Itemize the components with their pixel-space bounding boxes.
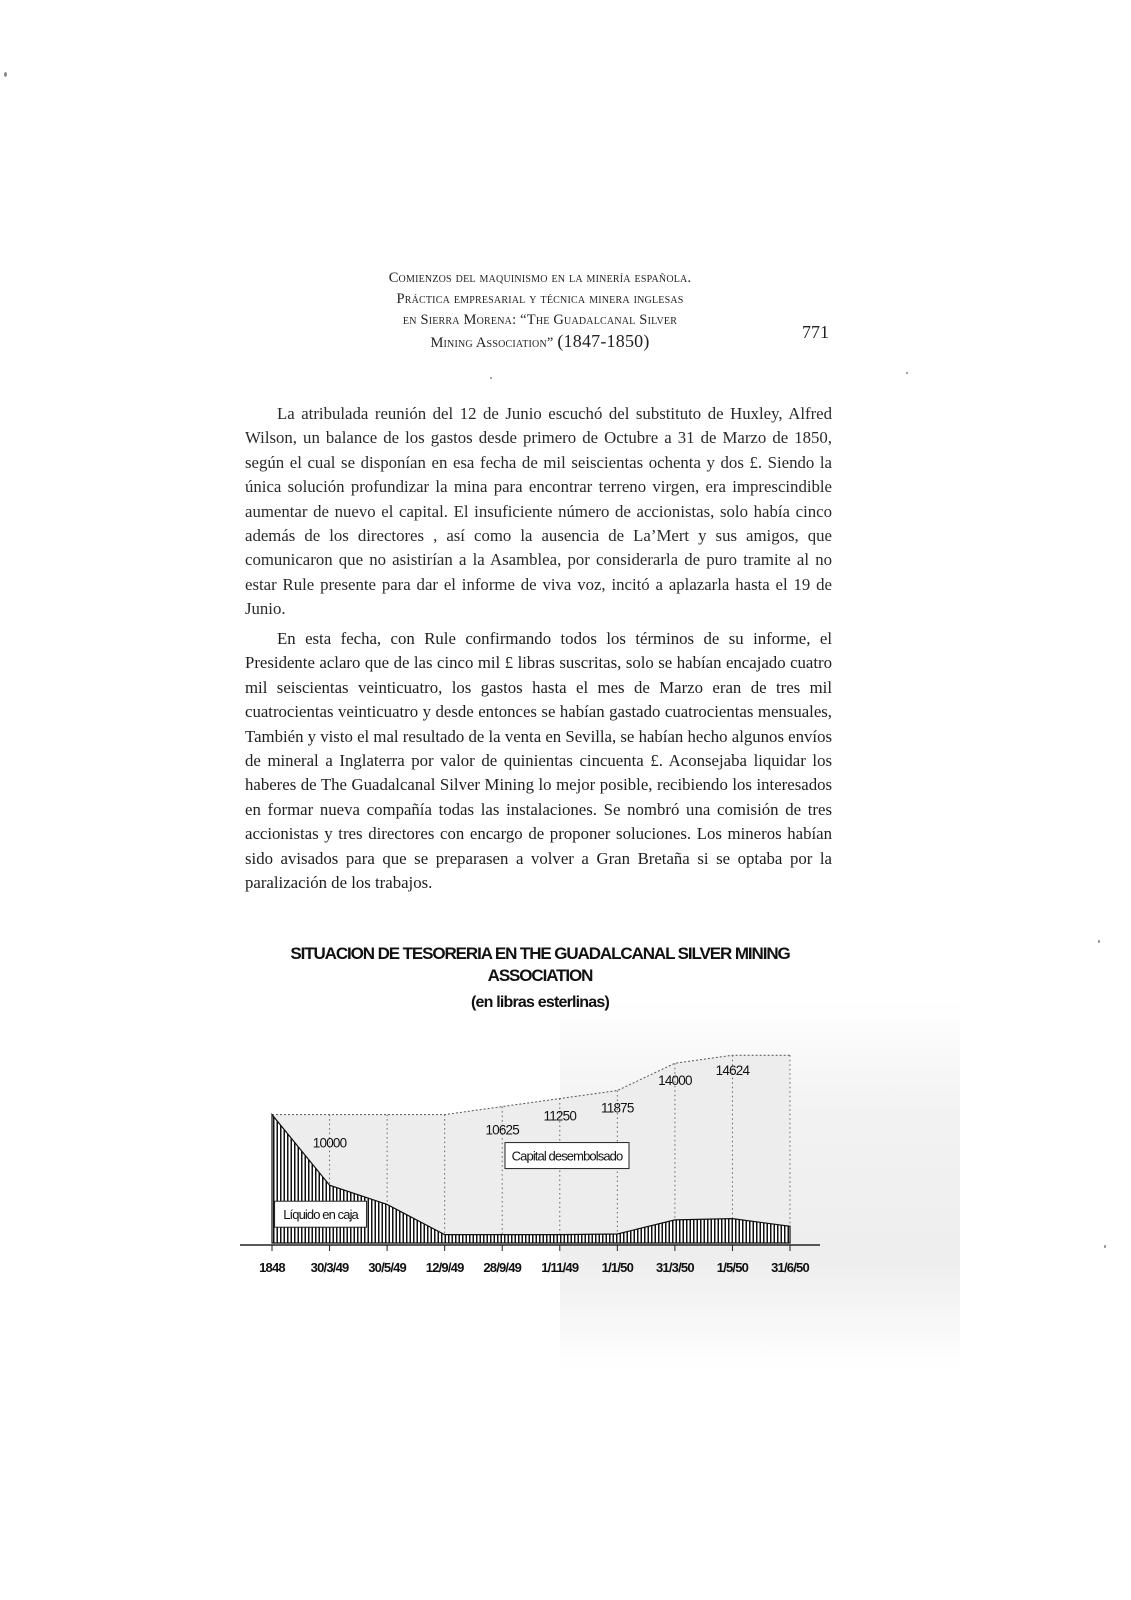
chart-subtitle: (en libras esterlinas) xyxy=(470,994,610,1011)
capital-data-label: 14624 xyxy=(715,1063,750,1079)
header-line-2: Práctica empresarial y técnica minera inglesas xyxy=(396,291,684,307)
x-tick-label: 1/1/50 xyxy=(601,1260,634,1275)
capital-data-label: 11875 xyxy=(601,1100,634,1116)
liquid-annotation-label: Líquido en caja xyxy=(283,1207,358,1223)
x-tick-label: 12/9/49 xyxy=(425,1260,464,1275)
x-tick-label: 31/6/50 xyxy=(771,1260,809,1275)
capital-data-label: 10000 xyxy=(312,1135,347,1151)
body-paragraph-1: La atribulada reunión del 12 de Junio escuchó del substituto de Huxley, Alfred Wilson, un balance de los gastos desde primero de Octubre a 31 de Marzo de 1850, según el cual se disponían en esa fecha de mil seiscientas ochenta y dos £. Siendo la única solución profundizar la mina para encontrar terreno virgen, era imprescindible aumentar de nuevo el capital. El insuficiente número de accionistas, solo había cinco además de los directores , así como la ausencia de La’Mert y sus amigos, que comunicaron que no asistirían a la Asamblea, por considerarla de puro tramite al no estar Rule presente para dar el informe de viva voz, incitó a aplazarla hasta el 19 de Junio. xyxy=(245,404,832,619)
chart-title: SITUACION DE TESORERIA EN THE GUADALCANAL SILVER MINING ASSOCIATION xyxy=(290,944,790,985)
x-tick-label: 28/9/49 xyxy=(483,1260,522,1275)
header-line-3: en Sierra Morena: “The Guadalcanal Silver xyxy=(402,312,678,328)
x-tick-label: 30/3/49 xyxy=(310,1260,349,1275)
x-tick-label: 31/3/50 xyxy=(655,1260,694,1275)
x-tick-label: 1/11/49 xyxy=(541,1260,579,1275)
capital-data-label: 14000 xyxy=(658,1073,692,1089)
body-paragraph-2: En esta fecha, con Rule confirmando todos los términos de su informe, el Presidente aclaro que de las cinco mil £ libras suscritas, solo se habían encajado cuatro mil seiscientas veinticuatro, los gastos hasta el mes de Marzo eran de tres mil cuatrocientas veinticuatro y desde entonces se habían gastado cuatrocientas mensuales, También y visto el mal resultado de la venta en Sevilla, se habían hecho algunos envíos de mineral a Inglaterra por valor de quinientas cincuenta £. Aconsejaba liquidar los haberes de The Guadalcanal Silver Mining lo mejor posible, recibiendo los interesados en formar nueva compañía todas las instalaciones. Se nombró una comisión de tres accionistas y tres directores con encargo de proponer soluciones. Los mineros habían sido avisados para que se preparasen a volver a Gran Bretaña si se optaba por la paralización de los trabajos. xyxy=(245,629,832,893)
header-years: (1847-1850) xyxy=(557,331,650,351)
capital-data-label: 10625 xyxy=(485,1122,519,1138)
x-tick-label: 30/5/49 xyxy=(368,1260,407,1275)
header-line-4-text: Mining Association” xyxy=(430,335,554,351)
page-number: 771 xyxy=(802,322,829,342)
capital-data-label: 11250 xyxy=(543,1108,577,1124)
header-line-1: Comienzos del maquinismo en la minería española. xyxy=(388,270,692,286)
x-tick-label: 1/5/50 xyxy=(716,1260,749,1275)
x-tick-label: 1848 xyxy=(259,1260,285,1275)
capital-annotation-label: Capital desembolsado xyxy=(511,1148,623,1164)
